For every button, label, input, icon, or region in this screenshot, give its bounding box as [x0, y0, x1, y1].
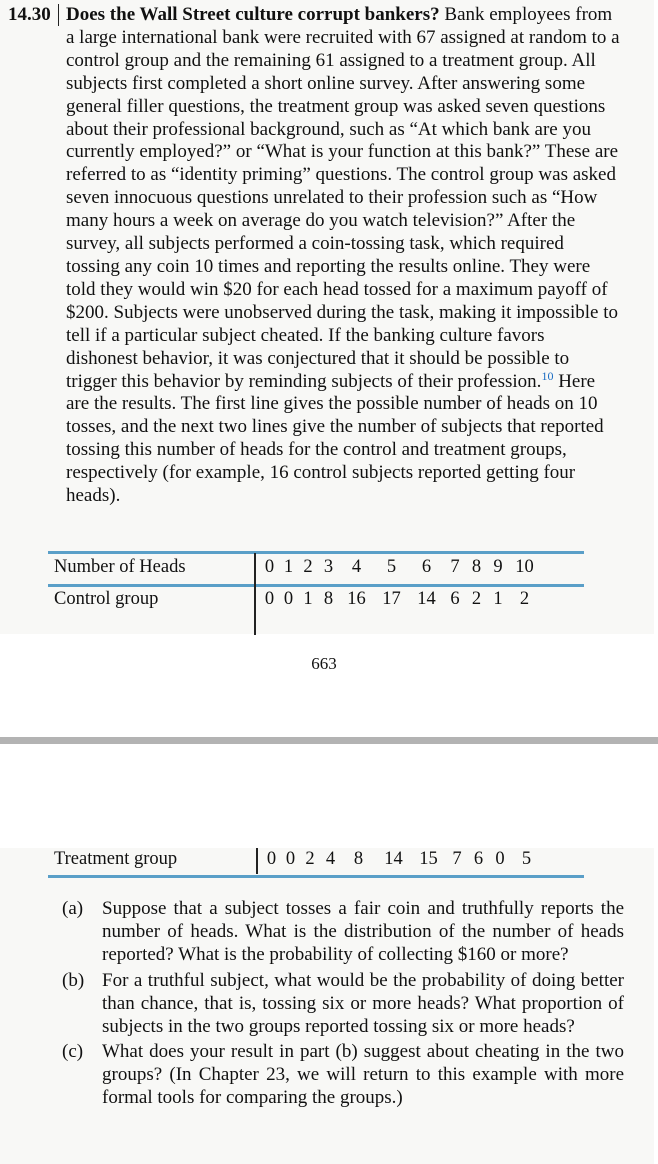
table-cell: 15	[419, 849, 438, 869]
table-cell: 14	[417, 589, 436, 609]
table-row-control	[54, 589, 584, 617]
footnote-ref[interactable]: 10	[541, 368, 554, 383]
table-cell: 6	[473, 849, 484, 869]
table-cell: 0	[266, 849, 277, 869]
table-cell: 16	[347, 589, 366, 609]
part-b	[62, 970, 624, 1039]
table-cell: 17	[382, 589, 401, 609]
page-separator	[0, 737, 658, 744]
problem-body	[66, 4, 620, 508]
table-cell: 10	[515, 557, 534, 577]
table-cell: 2	[303, 557, 313, 577]
table-cell: 0	[264, 589, 275, 609]
table-cell: 4	[325, 849, 336, 869]
table-header-row	[54, 557, 584, 585]
part-label: (c)	[62, 1041, 84, 1063]
part-c	[62, 1041, 624, 1110]
part-a	[62, 898, 624, 967]
header-label: Number of Heads	[54, 557, 186, 577]
header-values	[260, 557, 540, 578]
part-text: Suppose that a subject tosses a fair coin and truthfully reports the number of heads. What is the distribution of the number of heads reported? What is the probability of collecting $160 or more?	[102, 898, 624, 965]
table-top-rule	[48, 551, 584, 554]
table-cell: 8	[323, 589, 334, 609]
control-values	[260, 589, 540, 610]
table-cell: 6	[421, 557, 432, 577]
table-cell: 0	[264, 557, 275, 577]
table-cell: 14	[384, 849, 403, 869]
table-cell: 0	[283, 589, 294, 609]
table-cell: 1	[283, 557, 294, 577]
table-cell: 1	[303, 589, 313, 609]
table-cell: 0	[285, 849, 296, 869]
problem-title: Does the Wall Street culture corrupt bankers?	[66, 4, 440, 25]
table-cell: 2	[471, 589, 482, 609]
table-cell: 0	[495, 849, 505, 869]
part-label: (b)	[62, 969, 85, 991]
table-cell: 7	[452, 849, 462, 869]
part-text: What does your result in part (b) suggest about cheating in the two groups? (In Chapter 23, we will return to this example with more formal tools for comparing the groups.)	[102, 1041, 624, 1109]
page-number: 663	[311, 654, 337, 673]
problem-number: 14.30	[8, 4, 59, 26]
table-cell: 9	[493, 557, 503, 577]
table-cell: 8	[353, 849, 364, 869]
control-label: Control group	[54, 589, 159, 609]
table-row-treatment	[54, 849, 584, 877]
table-cell: 3	[323, 557, 334, 577]
table-cell: 2	[305, 849, 315, 869]
table-bottom-rule	[48, 875, 584, 878]
table-cell: 4	[351, 557, 362, 577]
table-cell: 5	[521, 849, 532, 869]
table-cell: 7	[450, 557, 460, 577]
problem-text-results: Here are the results. The first line gives the possible number of heads on 10 tosses, and the next two lines give the number of subjects that reported tossing this number of heads for the control and treatment groups, respectively (for example, 16 control subjects reported getting four heads).	[66, 370, 604, 507]
treatment-label: Treatment group	[54, 849, 178, 869]
table-cell: 2	[519, 589, 530, 609]
table-cell: 6	[450, 589, 460, 609]
table-cell: 1	[493, 589, 503, 609]
problem-parts	[62, 898, 624, 1113]
problem-text: Bank employees from a large international bank were recruited with 67 assigned at random to a control group and the remaining 61 assigned to a treatment group. All subjects first completed a short online survey. After answering some general filler questions, the treatment group was asked seven questions about their professional background, such as “At which bank are you currently employed?” or “What is your function at this bank?” These are referred to as “identity priming” questions. The control group was asked seven innocuous questions unrelated to their profession such as “How many hours a week on average do you watch television?” After the survey, all subjects performed a coin-tossing task, which required tossing any coin 10 times and reporting the results online. They were told they would win $20 for each head tossed for a maximum payoff of $200. Subjects were unobserved during the task, making it impossible to tell if a particular subject cheated. If the banking culture favors dishonest behavior, it was conjectured that it should be possible to trigger this behavior by reminding subjects of their profession.	[66, 4, 620, 392]
part-label: (a)	[62, 898, 84, 919]
table-cell: 5	[386, 557, 397, 577]
treatment-values	[262, 849, 542, 870]
problem-statement	[8, 4, 620, 508]
part-text: For a truthful subject, what would be the probability of doing better than chance, that is, tossing six or more heads? What proportion of subjects in the two groups reported tossing six or more heads?	[102, 969, 624, 1037]
table-cell: 8	[471, 557, 482, 577]
